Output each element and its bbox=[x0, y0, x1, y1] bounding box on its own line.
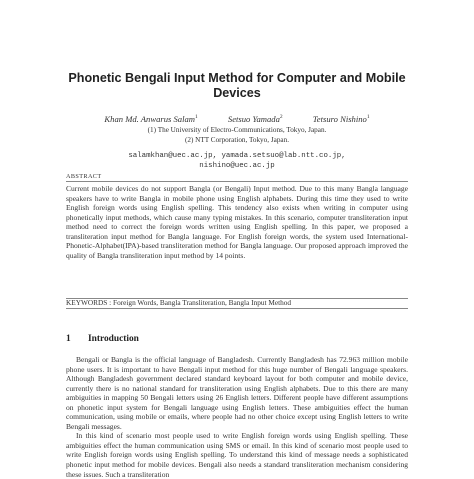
email-line-1: salamkhan@uec.ac.jp, yamada.setsuo@lab.ntt.co.jp, bbox=[128, 152, 346, 160]
affiliation-1: (1) The University of Electro-Communications, Tokyo, Japan. bbox=[147, 126, 327, 134]
title-line-1: Phonetic Bengali Input Method for Computer and Mobile bbox=[68, 71, 406, 85]
title-line-2: Devices bbox=[213, 86, 261, 100]
body-paragraph: In this kind of scenario most people used to write English foreign words using English spelling. These ambiguities effect the human communication using SMS or email. In this kind of scenario most people used to write English foreign words using English spelling. To understand this kind of message needs a sophisticated phonetic input method for mobile devices. Bengali also needs a standard transliteration mechanism considering these issues. Such a transliteration bbox=[66, 431, 408, 479]
abstract-text: Current mobile devices do not support Bangla (or Bengali) Input method. Due to this many Bangla language speakers have to write Bangla in mobile phone using English alphabets. During this time they used to write English foreign words using English spelling. This tendency also exists when writing in computer using phonetically input methods, which cause many typing mistakes. In this scenario, computer transliteration input method need to correct the foreign words written using English spelling. In this paper, we proposed a transliteration input method for Bangla language. For English foreign words, the system used International-Phonetic-Alphabet(IPA)-based transliteration method for Bangla language. Our proposed approach improved the quality of Bangla transliteration input method by 14 points. bbox=[66, 184, 408, 260]
author bbox=[228, 114, 283, 124]
author bbox=[313, 114, 370, 124]
keywords-line: KEYWORDS : Foreign Words, Bangla Transliteration, Bangla Input Method bbox=[66, 298, 292, 307]
author-affil-mark: 2 bbox=[279, 114, 283, 121]
abstract-heading: ABSTRACT bbox=[66, 173, 102, 180]
paper-title bbox=[40, 71, 434, 101]
email-block bbox=[40, 151, 434, 171]
keywords-rule bbox=[66, 308, 408, 309]
author bbox=[104, 114, 197, 124]
email-line-2: nishino@uec.ac.jp bbox=[199, 162, 275, 170]
section-title: Introduction bbox=[88, 334, 139, 344]
abstract-top-rule bbox=[66, 181, 408, 182]
author-list bbox=[20, 114, 454, 124]
section-body bbox=[66, 355, 408, 479]
author-name: Tetsuro Nishino bbox=[312, 114, 367, 124]
section-heading bbox=[66, 334, 139, 344]
author-affil-mark: 1 bbox=[366, 114, 370, 121]
affiliation-2: (2) NTT Corporation, Tokyo, Japan. bbox=[184, 136, 290, 144]
body-paragraph: Bengali or Bangla is the official language of Bangladesh. Currently Bangladesh has 72.963 million mobile phone users. It is important to have Bengali input method for this huge number of Bengali language speakers. Although Bangladesh government declared standard keyboard layout for both computer and mobile device, currently there is no national standard for transliteration using English alphabets. Due to this there are many ambiguities in mapping 50 Bengali letters using 26 English letters. Different people have different assumptions on phonetic input system for Bengali language using English letters. These ambiguities effect the human communication, using mobile or emails, where people had no other choice except using English letters to write Bengali messages. bbox=[66, 355, 408, 431]
author-affil-mark: 1 bbox=[194, 114, 198, 121]
section-number: 1 bbox=[66, 334, 71, 344]
author-name: Setsuo Yamada bbox=[227, 114, 280, 124]
author-name: Khan Md. Anwarus Salam bbox=[104, 114, 195, 124]
